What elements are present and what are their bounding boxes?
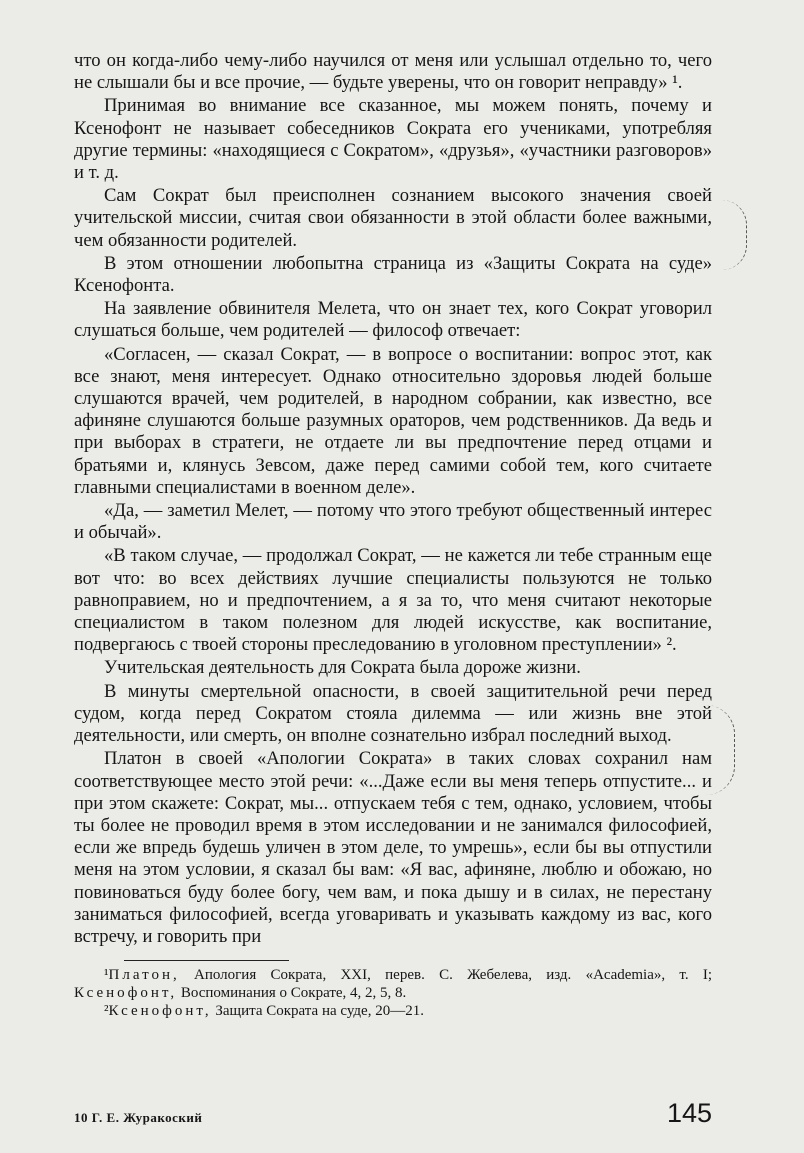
- paragraph: На заявление обвинителя Мелета, что он знает тех, кого Сократ уговорил слушаться больше, чем родителей — философ отвечает:: [74, 298, 712, 342]
- footnote-author: Ксенофонт,: [108, 1003, 212, 1020]
- footnote-text: Воспоминания о Сократе, 4, 2, 5, 8.: [177, 985, 407, 1002]
- pencil-bracket-mark: [706, 705, 735, 795]
- paragraph: «В таком случае, — продолжал Сократ, — не кажется ли тебе странным еще вот что: во всех действиях лучшие специалисты пользуются не только равноправием, но и предпочтением, а я за то, что меня считают некоторые специалистом в таком полезном для людей искусстве, как воспитание, подвергаюсь с твоей стороны преследованию в уголовном преступлении» ².: [74, 545, 712, 656]
- footnotes: [74, 960, 712, 1020]
- paragraph: В минуты смертельной опасности, в своей защитительной речи перед судом, когда перед Сократом стояла дилемма — или жизнь вне этой деятельности, или смерть, он вполне сознательно избрал последний выход.: [74, 680, 712, 747]
- footnote-divider: [124, 960, 289, 961]
- footnote-mark: ²: [104, 1003, 109, 1020]
- paragraph: «Да, — заметил Мелет, — потому что этого требуют общественный интерес и обычай».: [74, 500, 712, 544]
- page-number: 145: [666, 1098, 712, 1128]
- paragraph: «Согласен, — сказал Сократ, — в вопросе о воспитании: вопрос этот, как все знают, меня интересует. Однако относительно здоровья людей больше слушаются врачей, чем родителей, в народном собрании, как известно, все афиняне слушаются больше разумных ораторов, чем родственников. Да ведь и при выборах в стратеги, не отдаете ли вы предпочтение перед отцами и братьями и, клянусь Зевсом, даже перед самими собой тем, кого считаете главными специалистами в военном деле».: [74, 343, 712, 498]
- paragraph: В этом отношении любопытна страница из «Защиты Сократа на суде» Ксенофонта.: [74, 252, 712, 297]
- paragraph: Учительская деятельность для Сократа была дороже жизни.: [104, 657, 581, 679]
- footnote-2: [74, 1002, 712, 1020]
- footnote-author: Платон,: [108, 967, 180, 984]
- footnote-text: Защита Сократа на суде, 20—21.: [211, 1003, 424, 1020]
- footnote-author: Ксенофонт,: [74, 985, 178, 1002]
- page-footer: [74, 1098, 712, 1129]
- footnote-text: Апология Сократа, XXI, перев. С. Жебелева, изд. «Academia», т. I;: [179, 967, 712, 984]
- main-text: [74, 50, 712, 948]
- pencil-bracket-mark: [722, 200, 747, 270]
- footnote-1: [74, 966, 712, 1002]
- paragraph: Платон в своей «Апологии Сократа» в таких словах сохранил нам соответствующее место этой речи: «...Даже если вы меня теперь отпустите... и при этом скажете: Сократ, мы... отпускаем тебя с тем, однако, условием, чтобы ты более не проводил время в этом исследовании и не занимался философией, если же впредь будешь уличен в этом деле, то умрешь», если бы вы отпустили меня на этом условии, я сказал бы вам: «Я вас, афиняне, люблю и обожаю, но повиноваться буду более богу, чем вам, и пока дышу и в силах, не перестану заниматься философией, всегда уговаривать и указывать каждому из вас, кого встречу, и говорить при: [74, 748, 712, 947]
- footnote-mark: ¹: [104, 967, 109, 984]
- printer-signature: 10 Г. Е. Журакоский: [74, 1110, 203, 1125]
- paragraph: Принимая во внимание все сказанное, мы можем понять, почему и Ксенофонт не называет собеседников Сократа его учениками, употребляя другие термины: «находящиеся с Сократом», «друзья», «участники разговоров» и т. д.: [74, 95, 712, 184]
- paragraph: Сам Сократ был преисполнен сознанием высокого значения своей учительской миссии, считая свои обязанности в этой области более важными, чем обязанности родителей.: [74, 185, 712, 251]
- paragraph: что он когда-либо чему-либо научился от меня или услышал отдельно то, чего не слышали бы и все прочие, — будьте уверены, что он говорит неправду» ¹.: [74, 50, 712, 94]
